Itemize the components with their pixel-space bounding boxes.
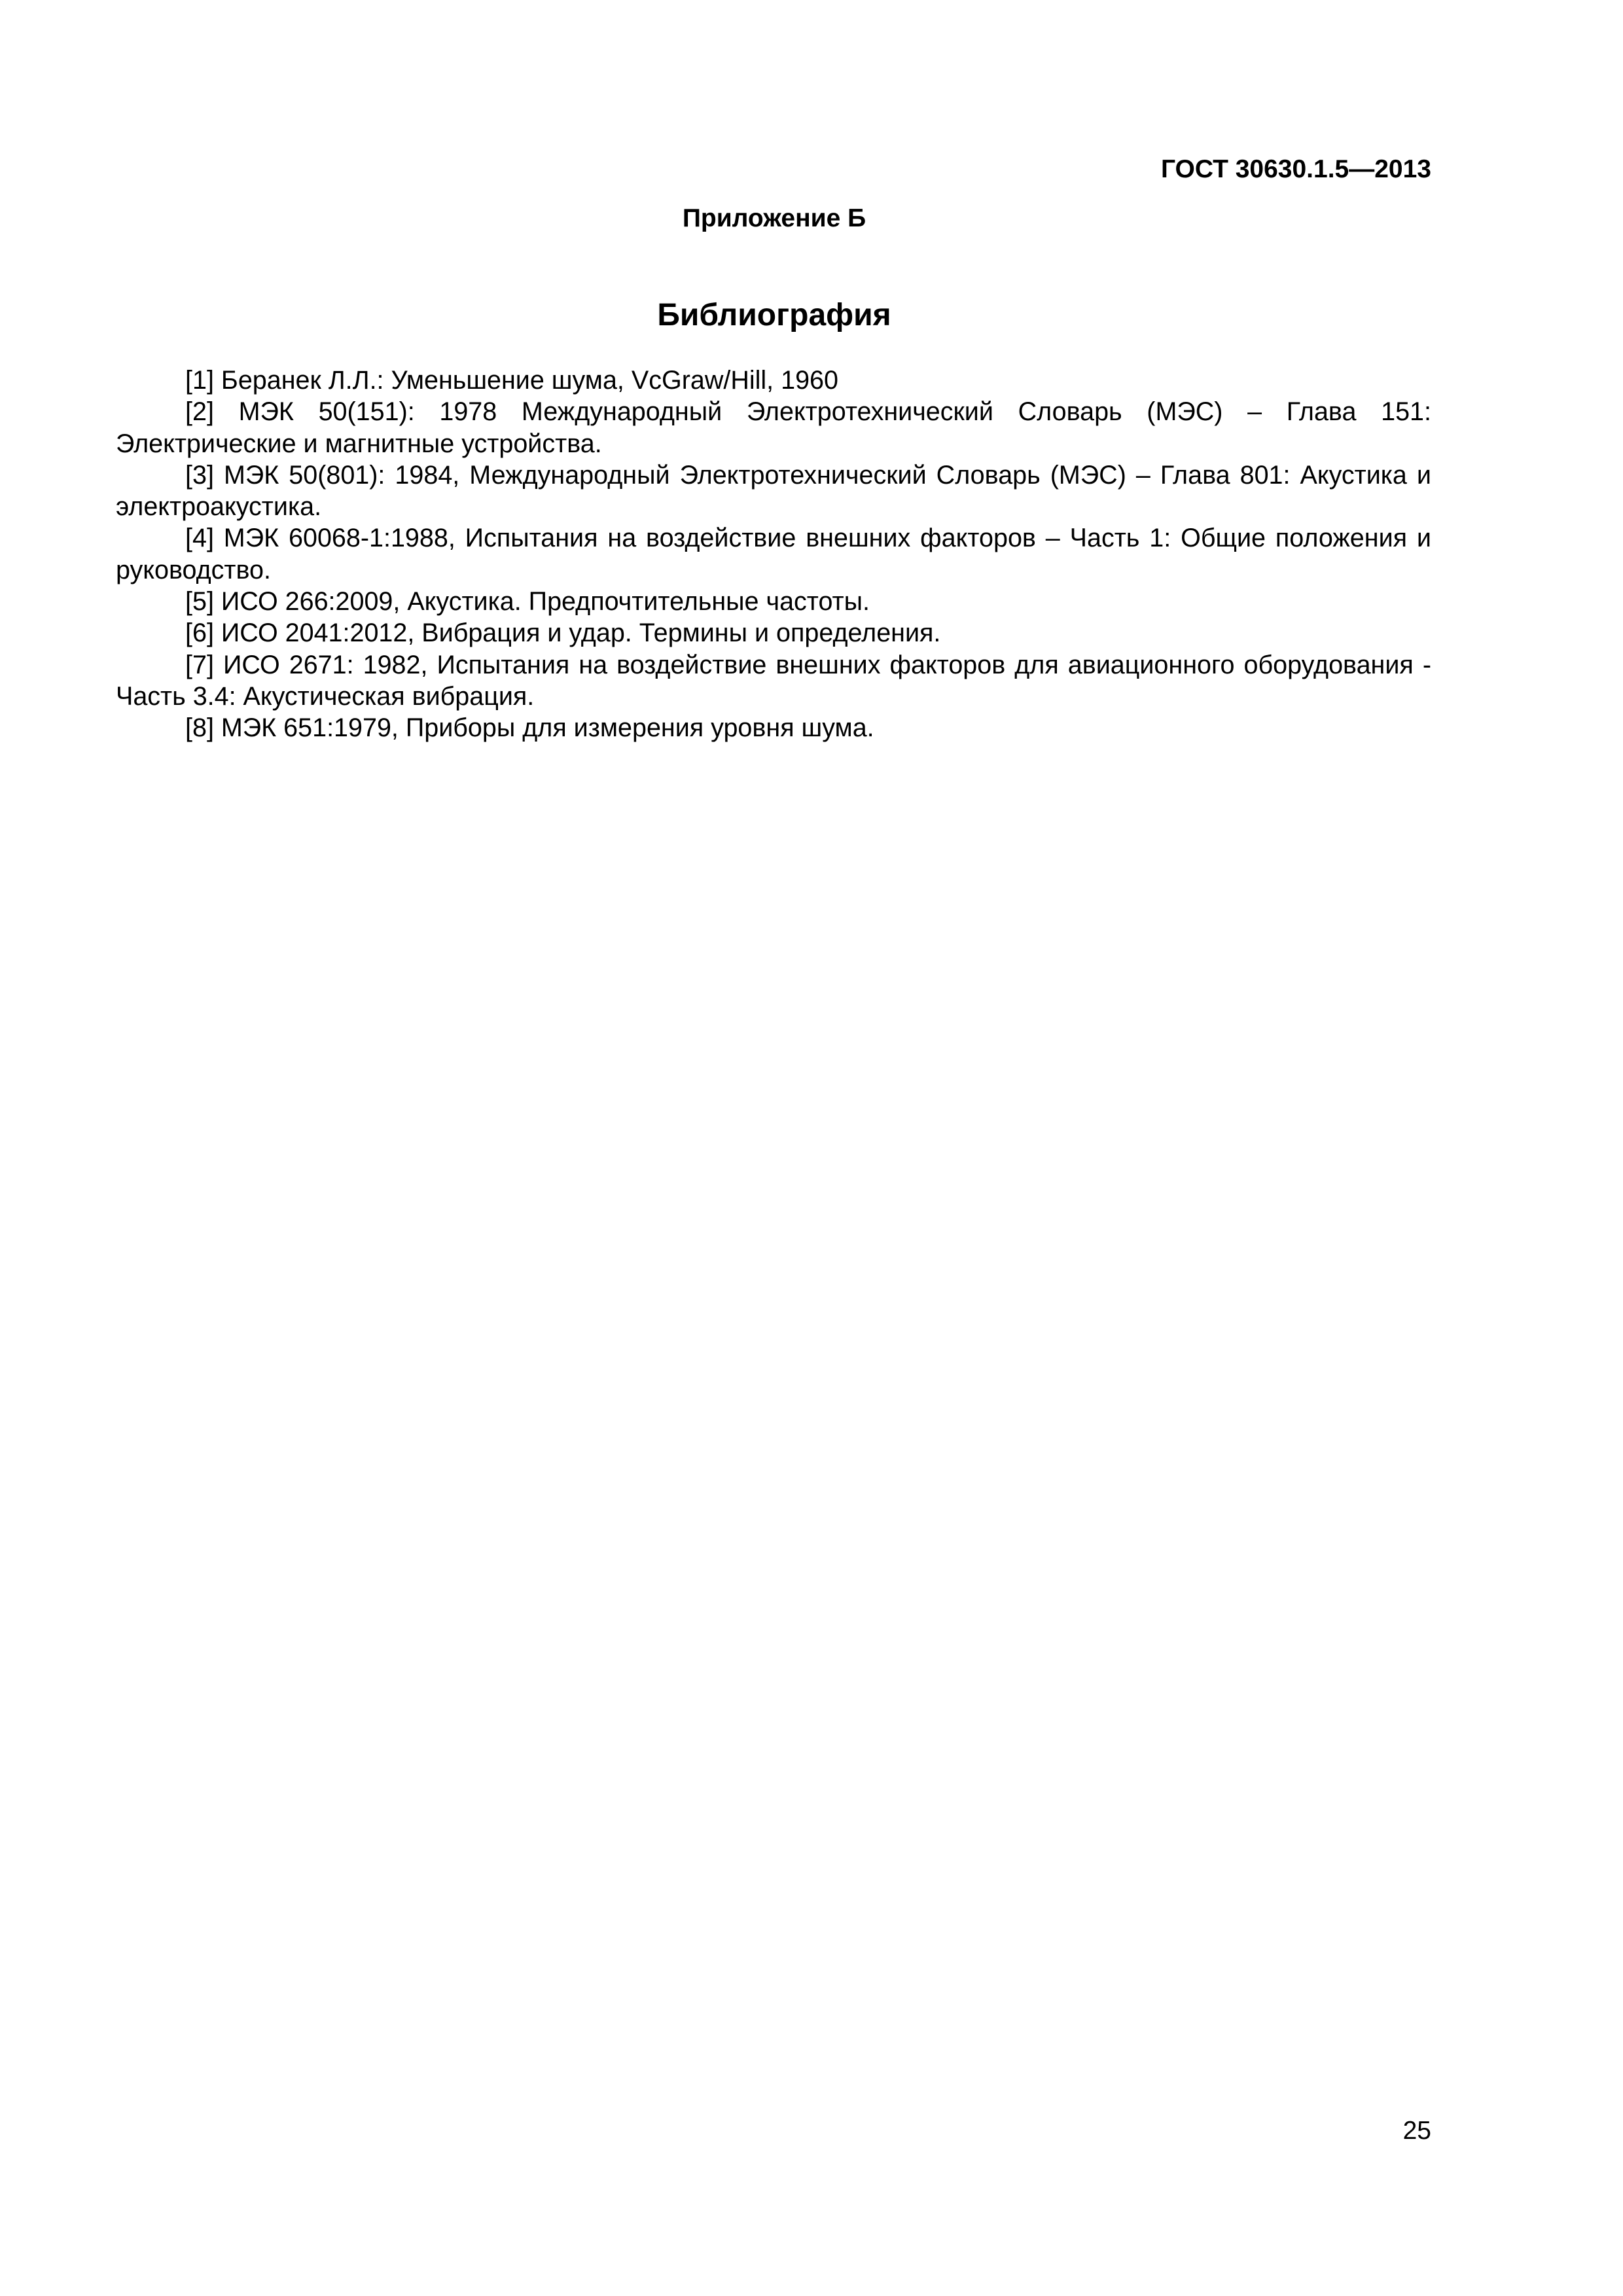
bibliography-title: Библиография [657, 298, 891, 332]
reference-5: [5] ИСО 266:2009, Акустика. Предпочтительные частоты. [185, 587, 870, 617]
page-number: 25 [1402, 2117, 1431, 2145]
reference-7: [7] ИСО 2671: 1982, Испытания на воздействие внешних факторов для авиационного оборудования - Часть 3.4: Акустическая вибрация. [116, 650, 1431, 711]
document-code: ГОСТ 30630.1.5—2013 [1160, 155, 1431, 183]
bibliography-list [116, 365, 1431, 744]
appendix-title: Приложение Б [682, 204, 866, 232]
reference-4: [4] МЭК 60068-1:1988, Испытания на воздействие внешних факторов – Часть 1: Общие положения и руководство. [116, 524, 1431, 584]
reference-6: [6] ИСО 2041:2012, Вибрация и удар. Термины и определения. [185, 619, 941, 648]
reference-8: [8] МЭК 651:1979, Приборы для измерения уровня шума. [185, 713, 874, 743]
reference-3: [3] МЭК 50(801): 1984, Международный Электротехнический Словарь (МЭС) – Глава 801: Акустика и электроакустика. [116, 460, 1431, 522]
reference-2: [2] МЭК 50(151): 1978 Международный Электротехнический Словарь (МЭС) – Глава 151: Электрические и магнитные устройства. [116, 397, 1431, 458]
reference-1: [1] Беранек Л.Л.: Уменьшение шума, VcGraw/Hill, 1960 [185, 366, 838, 395]
